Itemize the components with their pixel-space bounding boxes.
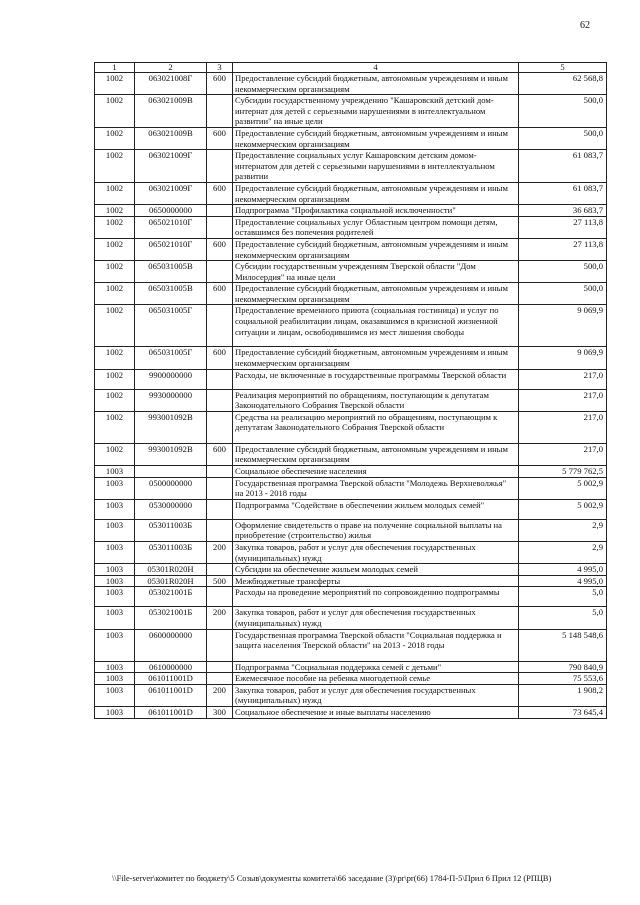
amount-cell: 9 069,9: [519, 347, 607, 369]
amount-cell: 36 683,7: [519, 205, 607, 217]
table-row: [95, 575, 607, 587]
target-article-cell: 065031005Г: [135, 347, 207, 369]
expense-type-cell: 600: [207, 73, 233, 95]
amount-cell: 2,9: [519, 519, 607, 541]
table-row: [95, 542, 607, 564]
column-header: 1: [95, 63, 135, 73]
amount-cell: 500,0: [519, 95, 607, 128]
description-cell: Средства на реализацию мероприятий по обращениям, поступающим к депутатам Законодательного Собрания Тверской области: [233, 411, 519, 443]
target-article-cell: 993001092В: [135, 443, 207, 465]
expense-type-cell: 200: [207, 607, 233, 629]
section-code-cell: 1002: [95, 73, 135, 95]
section-code-cell: 1003: [95, 466, 135, 478]
page-number: 62: [580, 20, 590, 31]
table-row: [95, 389, 607, 411]
target-article-cell: 063021009Г: [135, 182, 207, 204]
description-cell: Предоставление субсидий бюджетным, автономным учреждениям и иным некоммерческим организациям: [233, 238, 519, 260]
description-cell: Предоставление субсидий бюджетным, автономным учреждениям и иным некоммерческим организациям: [233, 127, 519, 149]
amount-cell: 27 113,8: [519, 216, 607, 238]
amount-cell: 217,0: [519, 411, 607, 443]
expense-type-cell: [207, 499, 233, 519]
target-article-cell: 063021008Г: [135, 73, 207, 95]
section-code-cell: 1002: [95, 389, 135, 411]
section-code-cell: 1002: [95, 347, 135, 369]
table-row: [95, 305, 607, 347]
target-article-cell: 9930000000: [135, 389, 207, 411]
target-article-cell: 061011001D: [135, 673, 207, 685]
target-article-cell: 065031005В: [135, 261, 207, 283]
column-header: 5: [519, 63, 607, 73]
target-article-cell: 9900000000: [135, 369, 207, 389]
column-header: 3: [207, 63, 233, 73]
expense-type-cell: 600: [207, 127, 233, 149]
expense-type-cell: [207, 369, 233, 389]
expense-type-cell: 200: [207, 542, 233, 564]
amount-cell: 790 840,9: [519, 661, 607, 673]
description-cell: Закупка товаров, работ и услуг для обеспечения государственных (муниципальных) нужд: [233, 542, 519, 564]
expense-type-cell: [207, 205, 233, 217]
target-article-cell: 065021010Г: [135, 238, 207, 260]
section-code-cell: 1003: [95, 661, 135, 673]
budget-table: [94, 62, 607, 719]
table-row: [95, 216, 607, 238]
table-row: [95, 347, 607, 369]
expense-type-cell: [207, 389, 233, 411]
description-cell: Субсидии государственному учреждению "Кашаровский детский дом-интернат для детей с серьезными нарушениями в интеллектуальном развитии" на иные цели: [233, 95, 519, 128]
section-code-cell: 1002: [95, 182, 135, 204]
section-code-cell: 1003: [95, 706, 135, 718]
column-header: 2: [135, 63, 207, 73]
description-cell: Предоставление субсидий бюджетным, автономным учреждениям и иным некоммерческим организациям: [233, 182, 519, 204]
amount-cell: 5,0: [519, 587, 607, 607]
amount-cell: 217,0: [519, 443, 607, 465]
target-article-cell: 063021009Г: [135, 150, 207, 183]
table-row: [95, 73, 607, 95]
description-cell: Предоставление субсидий бюджетным, автономным учреждениям и иным некоммерческим организациям: [233, 443, 519, 465]
table-row: [95, 673, 607, 685]
target-article-cell: 065031005В: [135, 283, 207, 305]
target-article-cell: 0600000000: [135, 629, 207, 661]
section-code-cell: 1003: [95, 607, 135, 629]
target-article-cell: 053011003Б: [135, 542, 207, 564]
target-article-cell: 05301R020Н: [135, 575, 207, 587]
description-cell: Подпрограмма "Содействие в обеспечении жильем молодых семей": [233, 499, 519, 519]
table-row: [95, 95, 607, 128]
amount-cell: 500,0: [519, 261, 607, 283]
amount-cell: 217,0: [519, 369, 607, 389]
target-article-cell: 065021010Г: [135, 216, 207, 238]
section-code-cell: 1003: [95, 587, 135, 607]
amount-cell: 217,0: [519, 389, 607, 411]
section-code-cell: 1002: [95, 305, 135, 347]
expense-type-cell: [207, 564, 233, 576]
amount-cell: 61 083,7: [519, 150, 607, 183]
amount-cell: 4 995,0: [519, 575, 607, 587]
section-code-cell: 1002: [95, 369, 135, 389]
expense-type-cell: 500: [207, 575, 233, 587]
target-article-cell: 061011001D: [135, 684, 207, 706]
table-row: [95, 466, 607, 478]
description-cell: Межбюджетные трансферты: [233, 575, 519, 587]
table-row: [95, 150, 607, 183]
description-cell: Государственная программа Тверской области "Молодежь Верхневолжья" на 2013 - 2018 годы: [233, 477, 519, 499]
section-code-cell: 1003: [95, 542, 135, 564]
section-code-cell: 1002: [95, 238, 135, 260]
description-cell: Субсидии на обеспечение жильем молодых семей: [233, 564, 519, 576]
section-code-cell: 1002: [95, 216, 135, 238]
expense-type-cell: [207, 95, 233, 128]
target-article-cell: [135, 466, 207, 478]
amount-cell: 1 908,2: [519, 684, 607, 706]
table-row: [95, 182, 607, 204]
table-row: [95, 499, 607, 519]
amount-cell: 5 002,9: [519, 477, 607, 499]
expense-type-cell: [207, 629, 233, 661]
expense-type-cell: [207, 411, 233, 443]
amount-cell: 4 995,0: [519, 564, 607, 576]
expense-type-cell: 200: [207, 684, 233, 706]
table-row: [95, 283, 607, 305]
target-article-cell: 0610000000: [135, 661, 207, 673]
description-cell: Расходы, не включенные в государственные программы Тверской области: [233, 369, 519, 389]
section-code-cell: 1002: [95, 411, 135, 443]
amount-cell: 2,9: [519, 542, 607, 564]
expense-type-cell: 300: [207, 706, 233, 718]
table-row: [95, 261, 607, 283]
target-article-cell: 061011001D: [135, 706, 207, 718]
file-path-footer: \\File-server\комитет по бюджету\5 Созыв\документы комитета\66 заседание (3)\pr\pr(66) 1784-П-5\Прил 6 Прил 12 (РПЦВ): [112, 874, 552, 883]
section-code-cell: 1002: [95, 127, 135, 149]
section-code-cell: 1003: [95, 477, 135, 499]
table-row: [95, 564, 607, 576]
amount-cell: 500,0: [519, 283, 607, 305]
description-cell: Ежемесячное пособие на ребенка многодетной семье: [233, 673, 519, 685]
section-code-cell: 1003: [95, 629, 135, 661]
description-cell: Предоставление социальных услуг Кашаровским детским домом-интернатом для детей с серьезными нарушениями в интеллектуальном развитии: [233, 150, 519, 183]
table-row: [95, 629, 607, 661]
table-row: [95, 238, 607, 260]
section-code-cell: 1002: [95, 205, 135, 217]
table-body: [95, 73, 607, 719]
description-cell: Социальное обеспечение населения: [233, 466, 519, 478]
expense-type-cell: 600: [207, 238, 233, 260]
target-article-cell: 0500000000: [135, 477, 207, 499]
description-cell: Предоставление временного приюта (социальная гостиница) и услуг по социальной реабилитации лицам, оказавшимся в кризисной жизненной ситуации и лицам, освободившимся из мест лишения свободы: [233, 305, 519, 347]
expense-type-cell: [207, 477, 233, 499]
amount-cell: 61 083,7: [519, 182, 607, 204]
target-article-cell: 0530000000: [135, 499, 207, 519]
section-code-cell: 1003: [95, 564, 135, 576]
expense-type-cell: [207, 519, 233, 541]
description-cell: Расходы на проведение мероприятий по сопровождению подпрограммы: [233, 587, 519, 607]
target-article-cell: 063021009В: [135, 95, 207, 128]
amount-cell: 5 002,9: [519, 499, 607, 519]
table-row: [95, 587, 607, 607]
column-header: 4: [233, 63, 519, 73]
target-article-cell: 993001092В: [135, 411, 207, 443]
amount-cell: 500,0: [519, 127, 607, 149]
description-cell: Субсидии государственным учреждениям Тверской области "Дом Милосердия" на иные цели: [233, 261, 519, 283]
expense-type-cell: 600: [207, 347, 233, 369]
description-cell: Закупка товаров, работ и услуг для обеспечения государственных (муниципальных) нужд: [233, 684, 519, 706]
expense-type-cell: 600: [207, 283, 233, 305]
table-row: [95, 477, 607, 499]
section-code-cell: 1003: [95, 575, 135, 587]
table-row: [95, 443, 607, 465]
expense-type-cell: [207, 466, 233, 478]
section-code-cell: 1002: [95, 261, 135, 283]
description-cell: Государственная программа Тверской области "Социальная поддержка и защита населения Тверской области" на 2013 - 2018 годы: [233, 629, 519, 661]
description-cell: Закупка товаров, работ и услуг для обеспечения государственных (муниципальных) нужд: [233, 607, 519, 629]
table-row: [95, 127, 607, 149]
expense-type-cell: [207, 587, 233, 607]
expense-type-cell: [207, 261, 233, 283]
description-cell: Предоставление социальных услуг Областным центром помощи детям, оставшимся без попечения родителей: [233, 216, 519, 238]
description-cell: Предоставление субсидий бюджетным, автономным учреждениям и иным некоммерческим организациям: [233, 73, 519, 95]
target-article-cell: 053021001Б: [135, 587, 207, 607]
table-row: [95, 519, 607, 541]
table-row: [95, 706, 607, 718]
amount-cell: 9 069,9: [519, 305, 607, 347]
section-code-cell: 1002: [95, 95, 135, 128]
description-cell: Подпрограмма "Профилактика социальной исключенности": [233, 205, 519, 217]
amount-cell: 5 148 548,6: [519, 629, 607, 661]
amount-cell: 62 568,8: [519, 73, 607, 95]
target-article-cell: 05301R020Н: [135, 564, 207, 576]
target-article-cell: 053011003Б: [135, 519, 207, 541]
amount-cell: 73 645,4: [519, 706, 607, 718]
expense-type-cell: 600: [207, 443, 233, 465]
expense-type-cell: [207, 673, 233, 685]
expense-type-cell: [207, 661, 233, 673]
section-code-cell: 1002: [95, 443, 135, 465]
section-code-cell: 1002: [95, 150, 135, 183]
target-article-cell: 053021001Б: [135, 607, 207, 629]
description-cell: Социальное обеспечение и иные выплаты населению: [233, 706, 519, 718]
description-cell: Оформление свидетельств о праве на получение социальной выплаты на приобретение (строительство) жилья: [233, 519, 519, 541]
expense-type-cell: [207, 216, 233, 238]
amount-cell: 75 553,6: [519, 673, 607, 685]
target-article-cell: 0650000000: [135, 205, 207, 217]
expense-type-cell: 600: [207, 182, 233, 204]
table-header-row: [95, 63, 607, 73]
description-cell: Предоставление субсидий бюджетным, автономным учреждениям и иным некоммерческим организациям: [233, 347, 519, 369]
table-row: [95, 205, 607, 217]
table-row: [95, 369, 607, 389]
expense-type-cell: [207, 305, 233, 347]
amount-cell: 5,0: [519, 607, 607, 629]
section-code-cell: 1003: [95, 499, 135, 519]
table-row: [95, 411, 607, 443]
target-article-cell: 065031005Г: [135, 305, 207, 347]
section-code-cell: 1003: [95, 519, 135, 541]
section-code-cell: 1003: [95, 684, 135, 706]
table-row: [95, 607, 607, 629]
description-cell: Предоставление субсидий бюджетным, автономным учреждениям и иным некоммерческим организациям: [233, 283, 519, 305]
description-cell: Реализация мероприятий по обращениям, поступающим к депутатам Законодательного Собрания Тверской области: [233, 389, 519, 411]
expense-type-cell: [207, 150, 233, 183]
amount-cell: 27 113,8: [519, 238, 607, 260]
target-article-cell: 063021009В: [135, 127, 207, 149]
section-code-cell: 1002: [95, 283, 135, 305]
description-cell: Подпрограмма "Социальная поддержка семей с детьми": [233, 661, 519, 673]
amount-cell: 5 779 762,5: [519, 466, 607, 478]
table-row: [95, 661, 607, 673]
table-row: [95, 684, 607, 706]
section-code-cell: 1003: [95, 673, 135, 685]
